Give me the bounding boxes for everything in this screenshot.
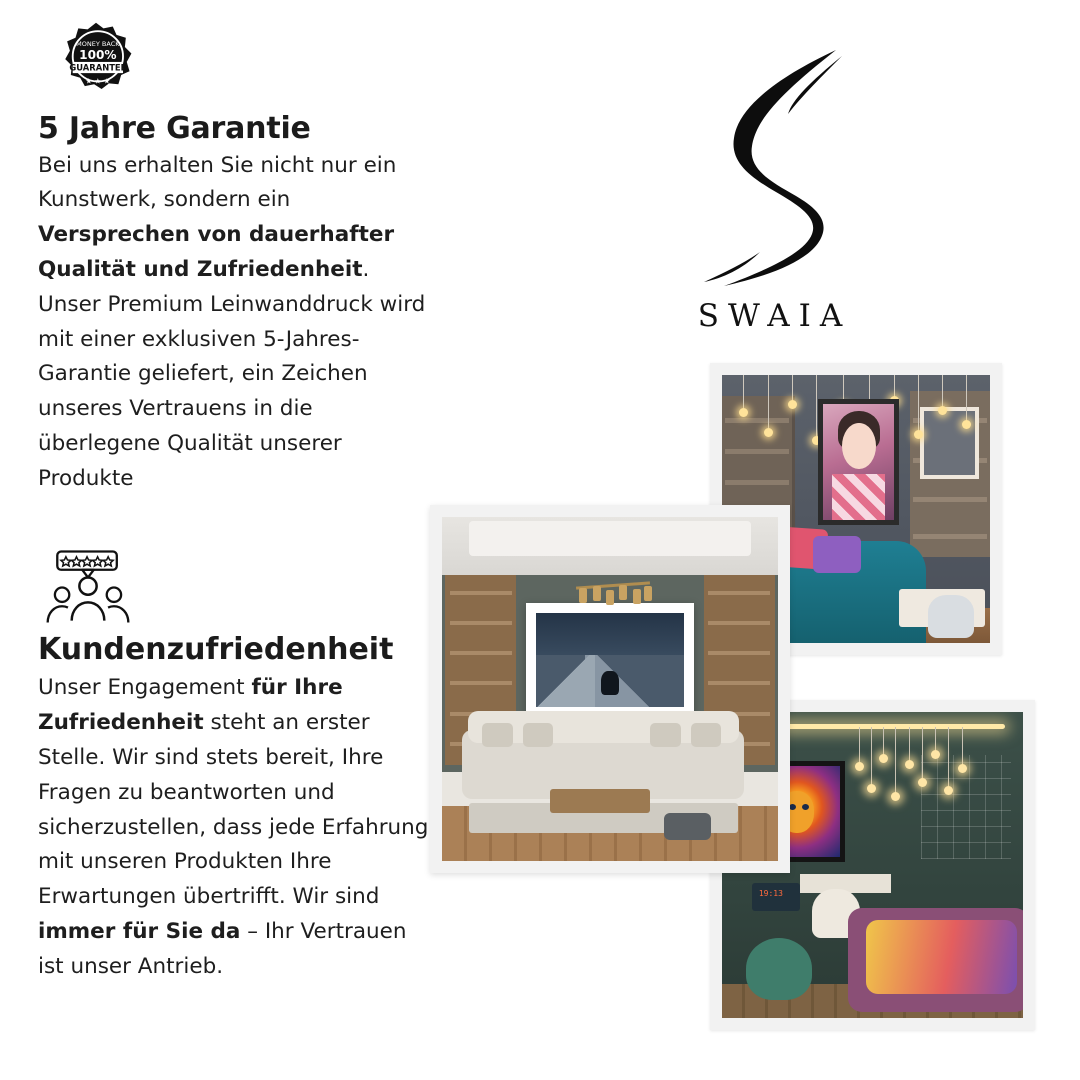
text-part: Unser Engagement — [38, 675, 252, 701]
section-body-satisfaction — [38, 671, 430, 984]
section-title-satisfaction: Kundenzufriedenheit — [38, 631, 394, 667]
clock-time: 19:13 — [758, 889, 783, 899]
svg-text:★ ★ ★: ★ ★ ★ — [85, 76, 111, 86]
text-part-bold: immer für Sie da — [38, 919, 241, 945]
brand-name: SWAIA — [697, 298, 852, 334]
living-room-scene — [442, 517, 778, 861]
chandelier-icon — [576, 558, 650, 613]
wolf-canvas-art — [526, 603, 694, 717]
swaia-s-logo-icon — [660, 42, 880, 292]
text-part: steht an erster Stelle. Wir sind stets bereit, Ihre Fragen zu beantworten und sicherzustellen, dass jede Erfahrung mit unseren Produkten Ihre Erwartungen übertrifft. Wir sind — [38, 710, 429, 910]
section-body-guarantee — [38, 149, 430, 497]
digital-clock — [752, 883, 800, 911]
info-column — [38, 20, 430, 985]
brand-logo — [655, 42, 885, 342]
svg-text:100%: 100% — [79, 48, 117, 63]
photo-living-room — [430, 505, 790, 873]
text-part: . Unser Premium Leinwanddruck wird mit einer exklusiven 5-Jahres-Garantie geliefert, ein Zeichen unseres Vertrauens in die überlegene Qualität unserer Produkte — [38, 256, 426, 491]
money-back-guarantee-seal-icon — [48, 20, 144, 102]
string-lights-icon — [854, 727, 974, 819]
svg-text:GUARANTEE: GUARANTEE — [69, 62, 127, 73]
text-part-bold: Versprechen von dauerhafter Qualität und Zufriedenheit — [38, 222, 395, 282]
text-part-bold: für Ihre Zufriedenheit — [38, 675, 343, 736]
svg-text:MONEY BACK: MONEY BACK — [76, 40, 120, 49]
text-part: – Ihr Vertrauen ist unser Antrieb. — [38, 919, 407, 979]
anime-canvas-art — [818, 399, 898, 525]
text-part: Bei uns erhalten Sie nicht nur ein Kunstwerk, sondern ein — [38, 152, 397, 213]
section-title-guarantee: 5 Jahre Garantie — [38, 111, 311, 146]
customer-reviews-icon — [40, 549, 136, 627]
